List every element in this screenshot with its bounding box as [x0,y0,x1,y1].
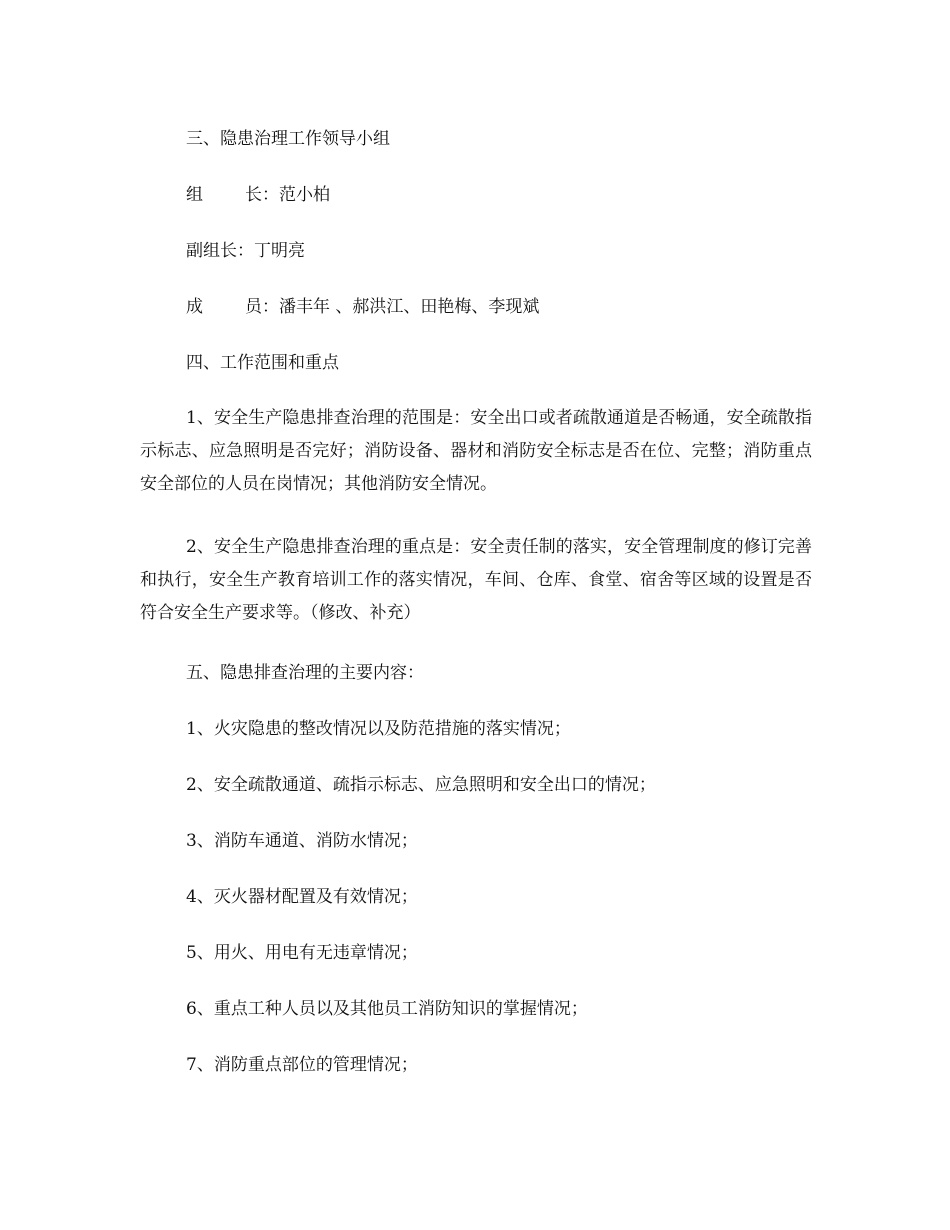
leader-label-a: 组 [186,185,203,205]
members-label-b: 员： [245,297,279,317]
list-item: 3、消防车通道、消防水情况； [186,831,418,851]
leader-name: 范小柏 [279,185,330,205]
deputy-leader-line [186,240,305,262]
members-label-a: 成 [186,297,203,317]
list-item: 5、用火、用电有无违章情况； [186,943,418,963]
section-heading-main-content: 五、隐患排查治理的主要内容： [186,663,424,683]
members-names: 潘丰年 、郝洪江、田艳梅、李现斌 [279,297,540,317]
focus-paragraph: 2、安全生产隐患排查治理的重点是：安全责任制的落实，安全管理制度的修订完善和执行，安全生产教育培训工作的落实情况，车间、仓库、食堂、宿舍等区域的设置是否符合安全生产要求等。（修改、补充） [140,537,812,623]
leader-label-b: 长： [245,185,279,205]
section-heading-leadership-group: 三、隐患治理工作领导小组 [186,129,390,149]
scope-paragraph: 1、安全生产隐患排查治理的范围是：安全出口或者疏散通道是否畅通，安全疏散指示标志、应急照明是否完好；消防设备、器材和消防安全标志是否在位、完整；消防重点安全部位的人员在岗情况；其他消防安全情况。 [140,408,812,494]
list-item: 2、安全疏散通道、疏指示标志、应急照明和安全出口的情况； [186,775,656,795]
members-line [186,296,539,318]
section-heading-scope-and-focus: 四、工作范围和重点 [186,353,339,373]
list-item: 6、重点工种人员以及其他员工消防知识的掌握情况； [186,999,588,1019]
deputy-leader-name: 丁明亮 [254,241,305,261]
deputy-leader-label: 副组长： [186,241,254,261]
leader-line [186,184,330,206]
list-item: 1、火灾隐患的整改情况以及防范措施的落实情况； [186,719,571,739]
list-item: 7、消防重点部位的管理情况； [186,1055,418,1075]
list-item: 4、灭火器材配置及有效情况； [186,887,418,907]
